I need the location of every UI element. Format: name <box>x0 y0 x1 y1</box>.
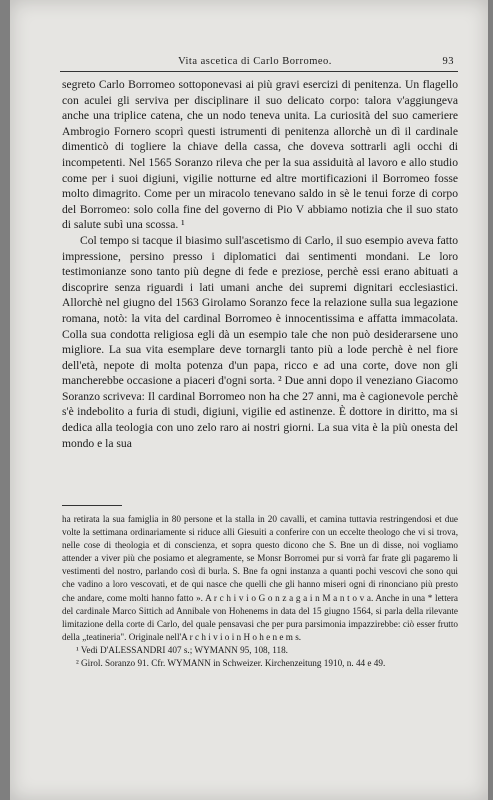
footnote: ¹ Vedi D'ALESSANDRI 407 s.; WYMANN 95, 108, 118. <box>76 644 288 655</box>
paragraph: segreto Carlo Borromeo sottoponevasi ai più gravi esercizi di penitenza. Un flagello con aculei gli serviva per disciplinare il suo delicato corpo: talora v'aggiungeva anche una triplice catena, che un nodo teneva unita. La curiosità del suo cameriere Ambrogio Fornero scoprì questi istrumenti di penitenza allorchè un dì il cardinale dimenticò di togliere la chiave della cassa, che doveva sottrarli agli occhi di incompetenti. Nel 1565 Soranzo rileva che per la sua assiduità al lavoro e allo studio come per i suoi digiuni, vigilie notturne ed altre mortificazioni il Borromeo fosse molto dimagrito. Come per un miracolo tenevano saldo in sè le tenui forze di corpo del Borromeo: solo colla fine del governo di Pio V abbiamo notizia che il suo stato di salute subì una scossa. ¹ <box>62 78 458 232</box>
header-rule <box>60 71 458 72</box>
book-page <box>10 0 488 800</box>
paragraph: Col tempo si tacque il biasimo sull'ascetismo di Carlo, il suo esempio aveva fatto impressione, persino presso i diplomatici dai sentimenti mondani. Le loro testimonianze sono tanto più degne di fede e preziose, perchè essi erano abituati a discoprire senza riguardi i lati umani anche dei supremi dignitari ecclesiastici. Allorchè nel giugno del 1563 Girolamo Soranzo fece la relazione sulla sua legazione romana, notò: la vita del cardinal Borromeo è innocentissima e affatta immacolata. Colla sua condotta religiosa egli dà un esempio tale che non può desiderarsene uno migliore. La sua vita esemplare deve tornargli tanto più a lode perchè è nel fiore dell'età, nepote di molta potenza d'un papa, ricco e ad una corte, dove non gli mancherebbe occasione a piaceri d'ogni sorta. ² Due anni dopo il veneziano Giacomo Soranzo scriveva: Il cardinal Borromeo non ha che 27 anni, ma è cagionevole perchè s'è indebolito a furia di studi, digiuni, vigilie ed astinenze. È dottore in diritto, ma si dedica alla teologia con uno zelo raro ai nostri giorni. La sua vita è la più onesta del mondo e la sua <box>62 233 458 450</box>
main-text <box>62 77 458 451</box>
footnote: ² Girol. Soranzo 91. Cfr. WYMANN in Schweizer. Kirchenzeitung 1910, n. 44 e 49. <box>76 658 386 669</box>
running-title: Vita ascetica di Carlo Borromeo. <box>178 56 332 67</box>
page-number: 93 <box>442 56 454 67</box>
footnotes <box>62 513 458 670</box>
footnote-rule <box>62 505 122 506</box>
running-head <box>56 56 454 72</box>
footnote-continuation: ha retirata la sua famiglia in 80 persone et la stalla in 20 cavalli, et camina tuttavia restringendosi et due volte la settimana ordinariamente si riduce alli Giesuiti a conferire con un eccelte theologo che vi si trova, nelle cose di theologia et di conscienza, et sopra questo dicono che S. Bne un dì disse, noi vogliamo attender a viver più che posiamo et alegramente, se Monsr Borromei pur si vorrà far frate gli pagaremo li vestimenti del nostro, parlando così di burla. S. Bne fa ogni instanza a quanti pochi vescovi che sono qui che vadino a loro vescovati, et de qui nasce che quelli che gli hanno miseri ogni di rinonciano più presto che andare, come molti hanno fatto ». A r c h i v i o G o n z a g a i n M a n t o v a. Anche in una * lettera del cardinale Marco Sittich ad Annibale von Hohenems in data del 15 giugno 1564, si parla della rilevante limitazione della corte di Carlo, del quale pensavasi che per pura parsimonia impazzirebbe: ciò esser frutto della „teatineria". Originale nell'A r c h i v i o i n H o h e n e m s. <box>62 514 458 642</box>
